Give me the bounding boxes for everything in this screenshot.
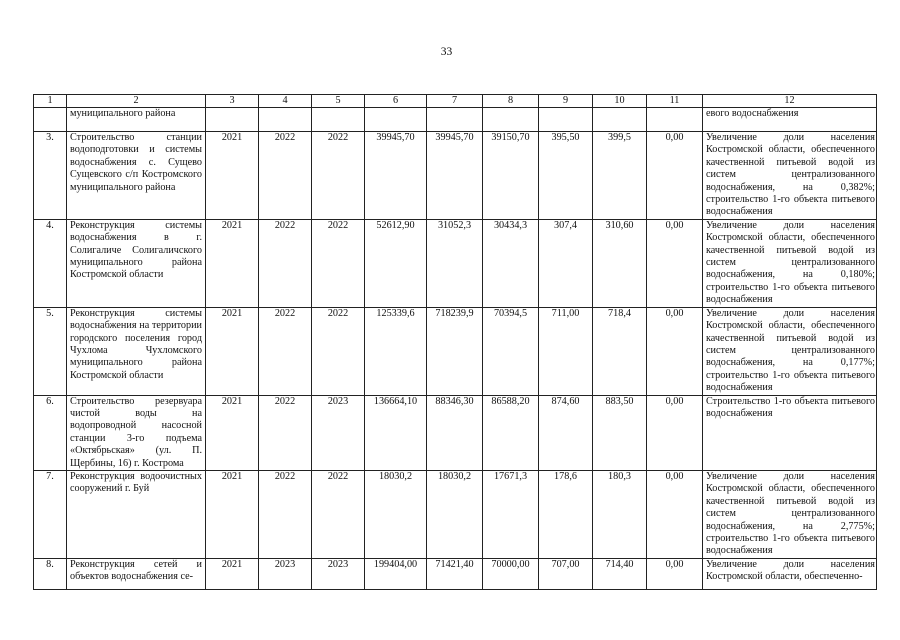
end-year: 2023	[259, 558, 312, 589]
cost-col-9: 395,50	[539, 132, 593, 220]
cost-total: 52612,90	[365, 219, 427, 307]
cost-total: 136664,10	[365, 395, 427, 470]
header-cell: 2	[67, 95, 206, 108]
commission-year: 2022	[312, 219, 365, 307]
start-year: 2021	[206, 470, 259, 558]
table-cell	[427, 108, 483, 132]
table-cell	[312, 108, 365, 132]
table-cell	[593, 108, 647, 132]
cost-col-8: 30434,3	[483, 219, 539, 307]
cost-col-7: 31052,3	[427, 219, 483, 307]
table-header-row	[34, 95, 877, 108]
expected-result: Увеличение доли населения Костромской области, обеспеченного качественной питьевой водой из систем централизованного водоснабжения, на 0,180%; строительство 1-го объекта питьевого водоснабжения	[703, 219, 877, 307]
row-number: 7.	[34, 470, 67, 558]
cost-total: 199404,00	[365, 558, 427, 589]
header-cell: 6	[365, 95, 427, 108]
start-year: 2021	[206, 132, 259, 220]
cost-col-9: 874,60	[539, 395, 593, 470]
commission-year: 2022	[312, 470, 365, 558]
cost-col-7: 39945,70	[427, 132, 483, 220]
table-row	[34, 470, 877, 558]
project-name: муниципального района	[67, 108, 206, 132]
commission-year: 2022	[312, 307, 365, 395]
cost-col-7: 88346,30	[427, 395, 483, 470]
project-name: Строительство станции водоподготовки и системы водоснабжения с. Сущево Сущевского с/п Костромского муниципального района	[67, 132, 206, 220]
end-year: 2022	[259, 395, 312, 470]
cost-col-8: 70000,00	[483, 558, 539, 589]
row-number: 8.	[34, 558, 67, 589]
project-name: Реконструкция сетей и объектов водоснабжения се-	[67, 558, 206, 589]
cost-col-8: 70394,5	[483, 307, 539, 395]
start-year: 2021	[206, 395, 259, 470]
commission-year: 2022	[312, 132, 365, 220]
cost-col-11: 0,00	[647, 558, 703, 589]
expected-result: Увеличение доли населения Костромской области, обеспеченного качественной питьевой водой из систем централизованного водоснабжения, на 2,775%; строительство 1-го объекта питьевого водоснабжения	[703, 470, 877, 558]
table-row	[34, 558, 877, 589]
page-number: 33	[440, 46, 453, 58]
project-name: Реконструкция системы водоснабжения на территории городского поселения город Чухлома Чухломского муниципального района Костромской области	[67, 307, 206, 395]
row-number: 6.	[34, 395, 67, 470]
cost-col-11: 0,00	[647, 219, 703, 307]
header-cell: 3	[206, 95, 259, 108]
table-row-continuation	[34, 108, 877, 132]
expected-result: Увеличение доли населения Костромской области, обеспеченного качественной питьевой водой из систем централизованного водоснабжения, на 0,382%; строительство 1-го объекта питьевого водоснабжения	[703, 132, 877, 220]
start-year: 2021	[206, 219, 259, 307]
cost-total: 18030,2	[365, 470, 427, 558]
start-year: 2021	[206, 307, 259, 395]
cost-col-10: 399,5	[593, 132, 647, 220]
investment-table	[33, 94, 877, 590]
cost-col-7: 18030,2	[427, 470, 483, 558]
cost-col-7: 71421,40	[427, 558, 483, 589]
header-cell: 10	[593, 95, 647, 108]
table-cell	[539, 108, 593, 132]
cost-col-11: 0,00	[647, 395, 703, 470]
cost-col-7: 718239,9	[427, 307, 483, 395]
commission-year: 2023	[312, 558, 365, 589]
table-row	[34, 219, 877, 307]
header-cell: 12	[703, 95, 877, 108]
cost-col-10: 714,40	[593, 558, 647, 589]
cost-col-11: 0,00	[647, 132, 703, 220]
end-year: 2022	[259, 219, 312, 307]
end-year: 2022	[259, 132, 312, 220]
project-name: Реконструкция системы водоснабжения в г. Солигаличе Солигаличского муниципального района Костромской области	[67, 219, 206, 307]
cost-col-8: 39150,70	[483, 132, 539, 220]
header-cell: 8	[483, 95, 539, 108]
table-cell	[483, 108, 539, 132]
cost-total: 125339,6	[365, 307, 427, 395]
cost-col-9: 711,00	[539, 307, 593, 395]
expected-result: Увеличение доли населения Костромской области, обеспеченного качественной питьевой водой из систем централизованного водоснабжения, на 0,177%; строительство 1-го объекта питьевого водоснабжения	[703, 307, 877, 395]
header-cell: 4	[259, 95, 312, 108]
expected-result: Увеличение доли населения Костромской области, обеспеченно-	[703, 558, 877, 589]
row-number	[34, 108, 67, 132]
header-cell: 9	[539, 95, 593, 108]
table-cell	[259, 108, 312, 132]
header-cell: 1	[34, 95, 67, 108]
table-row	[34, 132, 877, 220]
header-cell: 7	[427, 95, 483, 108]
cost-col-11: 0,00	[647, 470, 703, 558]
row-number: 5.	[34, 307, 67, 395]
project-name: Строительство резервуара чистой воды на водопроводной насосной станции 3-го подъема «Октябрьская» (ул. П. Щербины, 16) г. Кострома	[67, 395, 206, 470]
table-row	[34, 395, 877, 470]
cost-total: 39945,70	[365, 132, 427, 220]
cost-col-9: 707,00	[539, 558, 593, 589]
cost-col-10: 883,50	[593, 395, 647, 470]
cost-col-10: 718,4	[593, 307, 647, 395]
cost-col-8: 17671,3	[483, 470, 539, 558]
cost-col-10: 310,60	[593, 219, 647, 307]
table-cell	[365, 108, 427, 132]
row-number: 3.	[34, 132, 67, 220]
end-year: 2022	[259, 307, 312, 395]
header-cell: 5	[312, 95, 365, 108]
table-cell	[647, 108, 703, 132]
table-cell	[206, 108, 259, 132]
cost-col-9: 178,6	[539, 470, 593, 558]
row-number: 4.	[34, 219, 67, 307]
table-row	[34, 307, 877, 395]
commission-year: 2023	[312, 395, 365, 470]
header-cell: 11	[647, 95, 703, 108]
cost-col-10: 180,3	[593, 470, 647, 558]
project-name: Реконструкция водоочистных сооружений г. Буй	[67, 470, 206, 558]
expected-result: евого водоснабжения	[703, 108, 877, 132]
start-year: 2021	[206, 558, 259, 589]
cost-col-8: 86588,20	[483, 395, 539, 470]
expected-result: Строительство 1-го объекта питьевого водоснабжения	[703, 395, 877, 470]
cost-col-9: 307,4	[539, 219, 593, 307]
end-year: 2022	[259, 470, 312, 558]
cost-col-11: 0,00	[647, 307, 703, 395]
